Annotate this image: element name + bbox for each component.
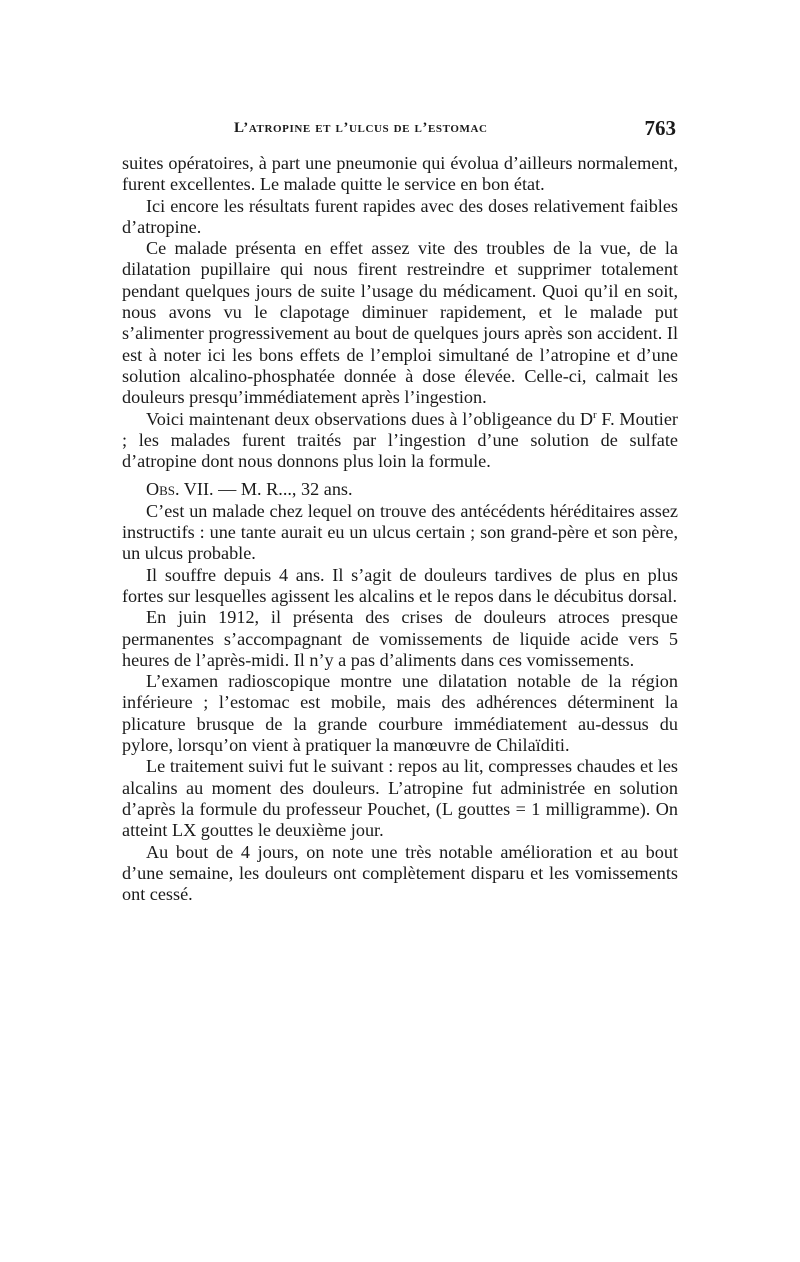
observation-label: Obs. VII. (146, 479, 214, 500)
paragraph-2: Ici encore les résultats furent rapides avec des doses relativement faibles d’atropine. (122, 195, 678, 237)
doctor-abbrev-superscript: r (592, 408, 597, 421)
body-text (122, 153, 678, 905)
paragraph-4-start: Voici maintenant deux observations dues à l’obligeance du D (146, 408, 593, 429)
paragraph-4-end: F. Moutier ; les malades furent traités par l’ingestion d’une solution de sulfate d’atropine dont nous donnons plus loin la formule. (122, 408, 678, 472)
paragraph-1: suites opératoires, à part une pneumonie qui évolua d’ailleurs normalement, furent excellentes. Le malade quitte le service en bon état. (122, 153, 678, 195)
paragraph-4 (122, 409, 678, 473)
paragraph-10: Au bout de 4 jours, on note une très notable amélioration et au bout d’une semaine, les douleurs ont complètement disparu et les vomissements ont cessé. (122, 841, 678, 905)
paragraph-5: C’est un malade chez lequel on trouve des antécédents héréditaires assez instructifs : une tante aurait eu un ulcus certain ; son grand-père et son père, un ulcus probable. (122, 500, 678, 564)
paragraph-3: Ce malade présenta en effet assez vite des troubles de la vue, de la dilatation pupillaire qui nous firent restreindre et supprimer totalement pendant quelques jours de suite l’usage du médicament. Quoi qu’il en soit, nous avons vu le clapotage diminuer rapidement, et le malade put s’alimenter progressivement au bout de quelques jours après son accident. Il est à noter ici les bons effets de l’emploi simultané de l’atropine et d’une solution alcalino-phosphatée donnée à dose élevée. Celle-ci, calmait les douleurs presqu’immédiatement après l’ingestion. (122, 238, 678, 408)
paragraph-8: L’examen radioscopique montre une dilatation notable de la région inférieure ; l’estomac est mobile, mais des adhérences déterminent la plicature brusque de la grande courbure immédiatement au-dessus du pylore, lorsqu’on vient à pratiquer la manœuvre de Chilaïditi. (122, 671, 678, 756)
paragraph-7: En juin 1912, il présenta des crises de douleurs atroces presque permanentes s’accompagnant de vomissements de liquide acide vers 5 heures de l’après-midi. Il n’y a pas d’aliments dans ces vomissements. (122, 607, 678, 670)
running-title: L’atropine et l’ulcus de l’estomac (234, 120, 488, 136)
page-number: 763 (644, 116, 676, 140)
observation-heading (122, 479, 678, 500)
paragraph-6: Il souffre depuis 4 ans. Il s’agit de douleurs tardives de plus en plus fortes sur lesquelles agissent les alcalins et le repos dans le décubitus dorsal. (122, 564, 678, 606)
observation-patient: — M. R..., 32 ans. (213, 479, 353, 500)
page-header (122, 116, 678, 146)
paragraph-9: Le traitement suivi fut le suivant : repos au lit, compresses chaudes et les alcalins au moment des douleurs. L’atropine fut administrée en solution d’après la formule du professeur Pouchet, (L gouttes = 1 milligramme). On atteint LX gouttes le deuxième jour. (122, 756, 678, 841)
